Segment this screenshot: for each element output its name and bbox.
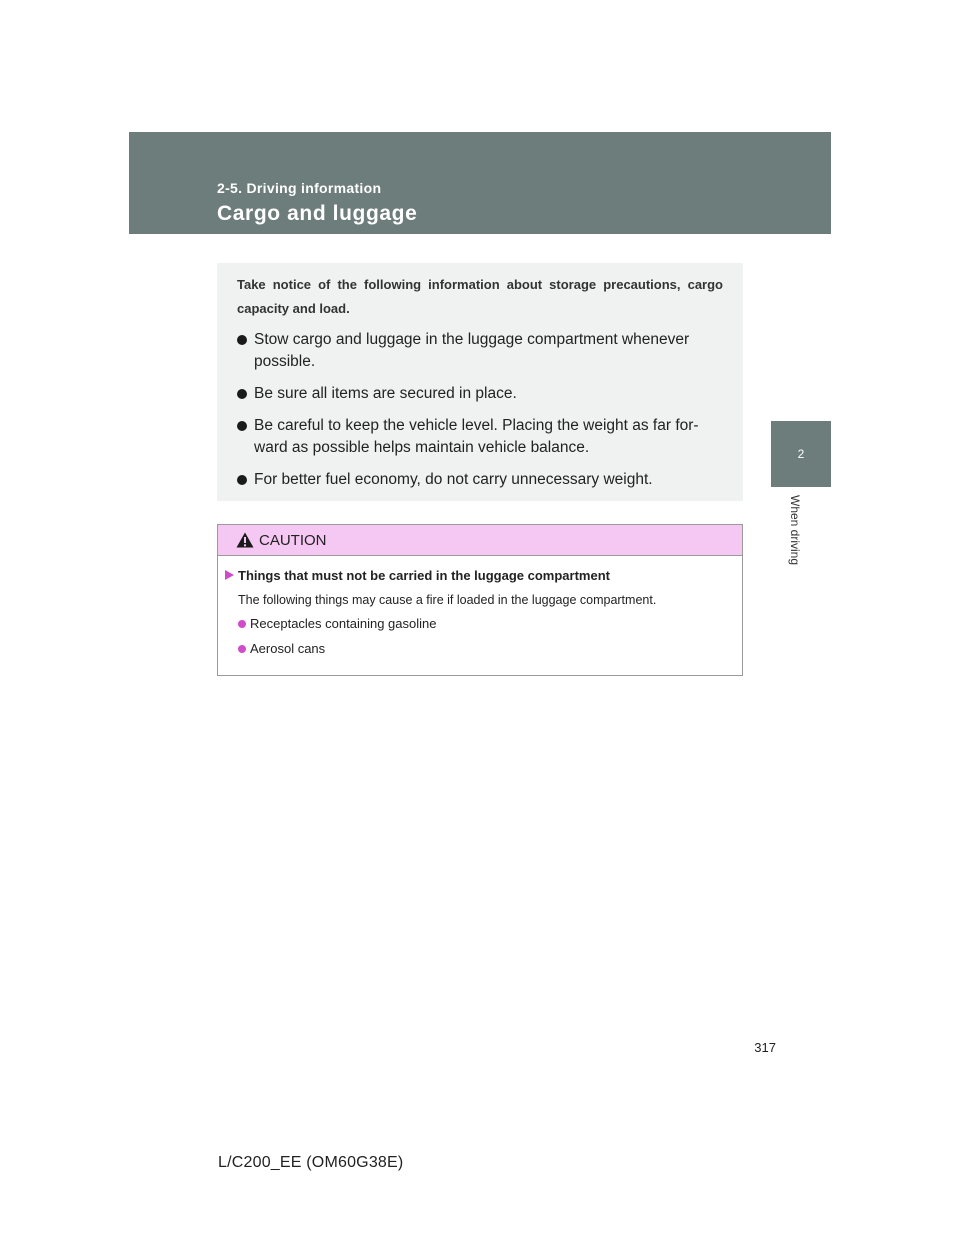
list-item <box>238 615 734 633</box>
caution-item-list <box>225 615 734 658</box>
info-bullet-list <box>237 329 723 491</box>
triangle-marker-icon <box>225 570 234 580</box>
caution-item-text: Aerosol cans <box>250 641 326 656</box>
caution-heading-text: Things that must not be carried in the luggage compartment <box>238 568 610 583</box>
caution-box <box>217 524 743 676</box>
caution-body <box>218 556 742 658</box>
page-title: Cargo and luggage <box>217 202 418 225</box>
chapter-tab[interactable] <box>771 421 831 487</box>
bullet-text: Be careful to keep the vehicle level. Placing the weight as far for-ward as possible helps maintain vehicle balance. <box>254 417 699 456</box>
page-number: 317 <box>754 1040 776 1055</box>
warning-triangle-icon <box>236 532 254 548</box>
list-item <box>237 383 723 405</box>
bullet-icon <box>237 475 247 485</box>
list-item <box>238 640 734 658</box>
bullet-icon <box>238 620 246 628</box>
bullet-icon <box>237 421 247 431</box>
bullet-icon <box>238 645 246 653</box>
info-box <box>217 263 743 501</box>
section-label: 2-5. Driving information <box>217 180 382 196</box>
caution-header <box>218 525 742 556</box>
chapter-label: When driving <box>788 495 802 566</box>
caution-title: CAUTION <box>259 532 327 549</box>
list-item <box>237 469 723 491</box>
document-code: L/C200_EE (OM60G38E) <box>218 1154 404 1171</box>
intro-text: Take notice of the following information about storage precautions, cargo capacity and load. <box>237 277 723 316</box>
caution-heading <box>225 567 734 585</box>
chapter-number: 2 <box>797 447 805 461</box>
bullet-text: Be sure all items are secured in place. <box>254 385 517 402</box>
bullet-text: For better fuel economy, do not carry unnecessary weight. <box>254 471 653 488</box>
list-item <box>237 415 723 459</box>
bullet-icon <box>237 389 247 399</box>
list-item <box>237 329 723 373</box>
caution-description: The following things may cause a fire if loaded in the luggage compartment. <box>238 593 657 607</box>
bullet-text: Stow cargo and luggage in the luggage compartment whenever possible. <box>254 331 690 370</box>
section-header-band <box>129 132 831 234</box>
bullet-icon <box>237 335 247 345</box>
caution-item-text: Receptacles containing gasoline <box>250 616 437 631</box>
